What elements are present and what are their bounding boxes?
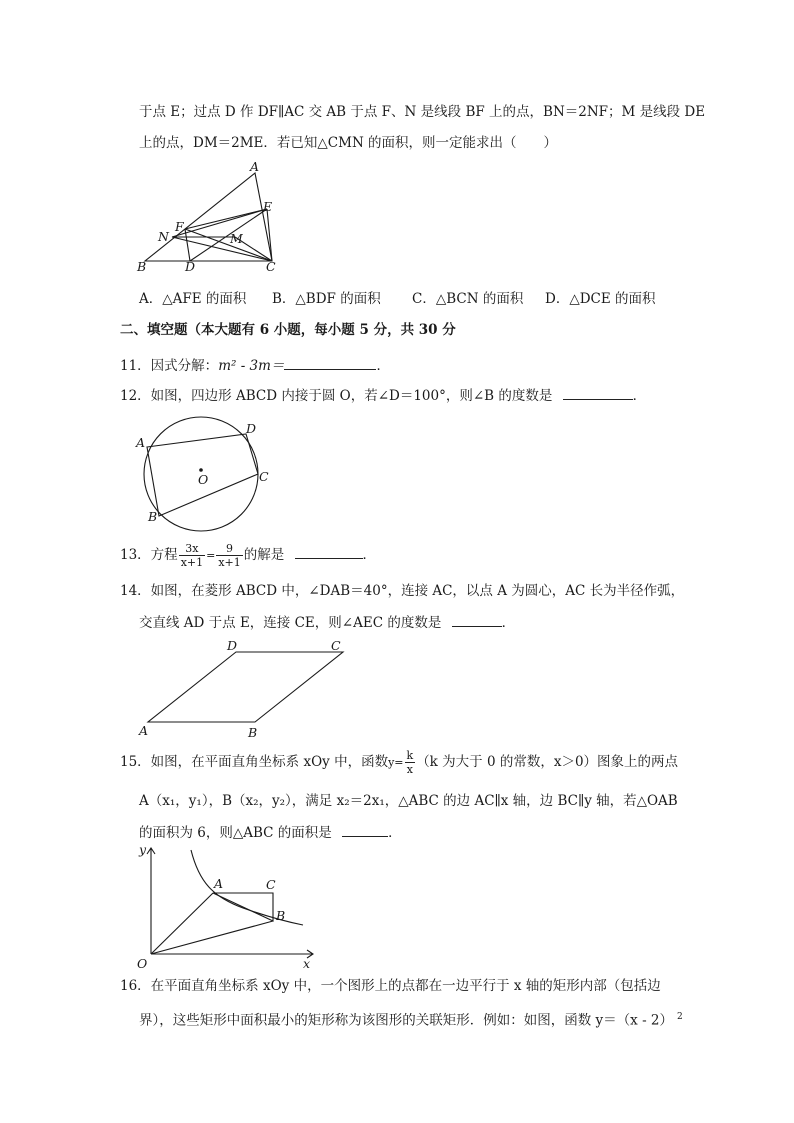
q14-line2-text: 交直线 AD 于点 E，连接 CE，则∠AEC 的度数是 — [139, 615, 442, 631]
q15-function-numerator: k — [406, 749, 414, 762]
q15-label-b: B — [276, 908, 286, 923]
q13-numerator-right: 9 — [216, 542, 242, 556]
q13-denominator-right: x+1 — [218, 556, 241, 569]
q10-triangle-figure — [135, 159, 295, 278]
q13-line — [120, 538, 376, 573]
q13-numerator-left: 3x — [179, 542, 205, 556]
q10-line1: 于点 E；过点 D 作 DF∥AC 交 AB 于点 F、N 是线段 BF 上的点，BN＝2NF；M 是线段 DE — [139, 104, 706, 120]
q10-label-e: E — [263, 199, 273, 214]
q14-label-c: C — [331, 638, 341, 653]
q13-fraction-left — [179, 542, 205, 569]
q15-end: ． — [388, 825, 402, 841]
q10-option-d[interactable]: D．△DCE 的面积 — [545, 291, 656, 307]
q15-line1-prefix: 15．如图，在平面直角坐标系 xOy 中，函数 — [120, 754, 389, 770]
q12-label-o: O — [198, 472, 209, 487]
q10-line2: 上的点，DM＝2ME．若已知△CMN 的面积，则一定能求出（ ） — [139, 135, 558, 151]
q11-line — [120, 355, 390, 375]
q14-label-a: A — [139, 723, 149, 738]
q10-label-b: B — [137, 259, 147, 274]
q11-expression: m² - 3m＝ — [218, 358, 285, 374]
q12-label-b: B — [148, 509, 158, 524]
q15-answer-blank[interactable] — [342, 822, 388, 837]
q13-denominator-left: x+1 — [180, 556, 204, 569]
q12-label-d: D — [246, 421, 257, 436]
q16-line2 — [139, 1008, 683, 1030]
q10-label-n: N — [158, 229, 169, 244]
q16-line1: 16．在平面直角坐标系 xOy 中，一个图形上的点都在一边平行于 x 轴的矩形内部（包括边 — [120, 978, 661, 994]
q10-label-f: F — [175, 219, 184, 234]
q10-label-c: C — [266, 259, 276, 274]
section2-title: 二、填空题（本大题有 6 小题，每小题 5 分，共 30 分 — [120, 322, 456, 338]
q15-label-a: A — [214, 876, 224, 891]
q15-triangle-abc — [213, 893, 273, 921]
q14-rhombus-abcd — [148, 652, 343, 722]
q14-label-b: B — [248, 725, 258, 740]
q11-prefix: 11．因式分解： — [120, 358, 219, 374]
q10-option-b[interactable]: B．△BDF 的面积 — [272, 291, 381, 307]
q14-rhombus-figure — [135, 638, 355, 738]
q15-line3 — [139, 822, 402, 842]
q11-answer-blank[interactable] — [284, 355, 376, 370]
q15-function-denominator: x — [406, 763, 413, 776]
q12-label-c: C — [259, 469, 269, 484]
q15-label-c: C — [266, 877, 276, 892]
q10-triangle-abc — [145, 173, 272, 261]
q15-segment-ob — [151, 921, 273, 954]
q13-answer-blank[interactable] — [295, 544, 363, 559]
q13-fraction-right — [216, 542, 242, 569]
q10-segment-df — [185, 229, 190, 261]
q10-segment-ne — [172, 209, 267, 237]
q15-function-fraction — [405, 749, 416, 776]
q15-label-o: O — [137, 956, 148, 971]
q13-end: ． — [362, 547, 377, 563]
q14-line1: 14．如图，在菱形 ABCD 中，∠DAB＝40°，连接 AC，以点 A 为圆心，AC 长为半径作弧， — [120, 583, 685, 599]
q15-line1 — [120, 745, 678, 780]
q10-label-d: D — [185, 259, 196, 274]
q12-answer-blank[interactable] — [563, 385, 633, 400]
q12-text: 12．如图，四边形 ABCD 内接于圆 O，若∠D＝100°，则∠B 的度数是 — [120, 388, 553, 404]
q16-line2-text: 界），这些矩形中面积最小的矩形称为该图形的关联矩形．例如：如图，函数 y＝（x - 2） — [139, 1012, 674, 1029]
q16-superscript: 2 — [677, 1012, 683, 1022]
q15-line2: A（x₁，y₁），B（x₂，y₂），满足 x₂＝2x₁，△ABC 的边 AC∥x 轴，边 BC∥y 轴，若△OAB — [139, 793, 678, 809]
q15-line3-text: 的面积为 6，则△ABC 的面积是 — [139, 825, 332, 841]
q15-line1-suffix: （k 为大于 0 的常数，x＞0）图象上的两点 — [416, 754, 679, 770]
q14-line2 — [139, 612, 515, 632]
q10-option-a[interactable]: A．△AFE 的面积 — [139, 291, 247, 307]
q13-suffix: 的解是 — [243, 547, 285, 563]
q15-segment-oa — [151, 893, 213, 954]
q10-segment-nc — [172, 237, 272, 261]
q12-line — [120, 385, 646, 405]
q10-segment-ec — [267, 209, 272, 261]
q11-end: ． — [376, 358, 390, 374]
q14-label-d: D — [227, 638, 238, 653]
q15-function-y: y= — [388, 756, 404, 769]
q12-circle-figure — [134, 414, 274, 534]
q15-hyperbola-curve — [191, 850, 303, 925]
q13-equals: = — [206, 549, 216, 562]
q14-end: ． — [501, 615, 516, 631]
q10-option-c[interactable]: C．△BCN 的面积 — [412, 291, 524, 307]
q14-answer-blank[interactable] — [452, 612, 502, 627]
q15-coordinate-figure — [133, 842, 323, 972]
q12-label-a: A — [136, 435, 146, 450]
q10-label-a: A — [250, 159, 260, 174]
q15-label-x: x — [303, 956, 311, 971]
q13-prefix: 13．方程 — [120, 547, 178, 563]
q10-label-m: M — [230, 231, 243, 246]
q15-label-y: y — [139, 842, 147, 857]
q12-end: ． — [632, 388, 647, 404]
